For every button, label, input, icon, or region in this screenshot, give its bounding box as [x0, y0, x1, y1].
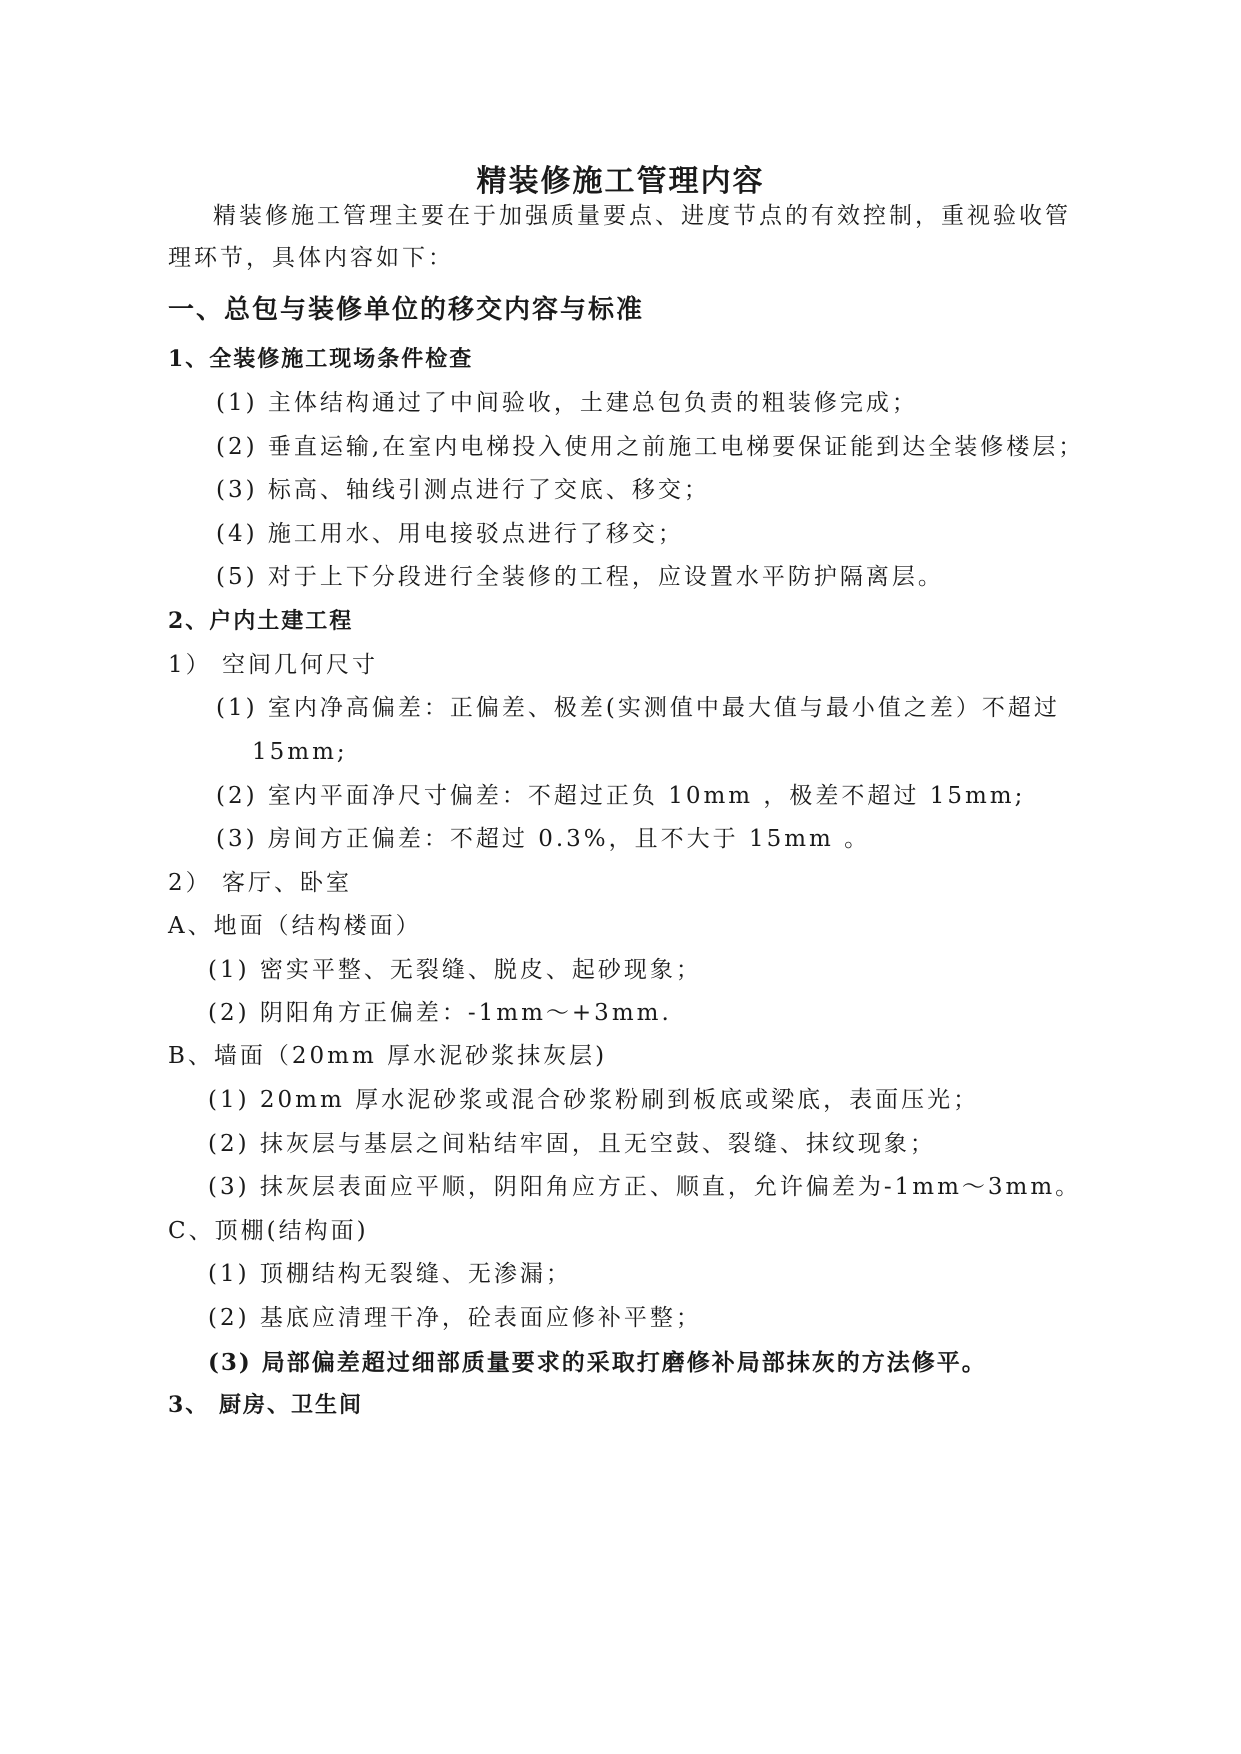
subsection-2-heading: 2、户内土建工程: [168, 608, 354, 634]
list-item: (2) 阴阳角方正偏差：-1mm～+3mm.: [208, 1000, 672, 1026]
list-item-bold: (3) 局部偏差超过细部质量要求的采取打磨修补局部抹灰的方法修平。: [208, 1349, 987, 1376]
list-item: (1) 顶棚结构无裂缝、无渗漏；: [208, 1261, 572, 1287]
intro-paragraph-line-1: 精装修施工管理主要在于加强质量要点、进度节点的有效控制，重视验收管: [213, 203, 1071, 229]
list-item: (2) 抹灰层与基层之间粘结牢固，且无空鼓、裂缝、抹纹现象；: [208, 1131, 936, 1157]
group-c-heading: C、顶棚(结构面): [168, 1218, 369, 1244]
group-b-heading: B、墙面（20mm 厚水泥砂浆抹灰层): [168, 1043, 608, 1069]
list-item: (3) 房间方正偏差：不超过 0.3%，且不大于 15mm 。: [216, 826, 871, 852]
subsection-2-part-1-heading: 1） 空间几何尺寸: [168, 652, 378, 678]
list-item: (4) 施工用水、用电接驳点进行了移交；: [216, 521, 684, 547]
list-item: (2) 室内平面净尺寸偏差：不超过正负 10mm ，极差不超过 15mm;: [216, 783, 1026, 809]
list-item: (5) 对于上下分段进行全装修的工程，应设置水平防护隔离层。: [216, 564, 944, 590]
list-item: (3) 标高、轴线引测点进行了交底、移交；: [216, 477, 710, 503]
group-a-heading: A、地面（结构楼面）: [168, 913, 422, 939]
list-item: (1) 20mm 厚水泥砂浆或混合砂浆粉刷到板底或梁底，表面压光；: [208, 1087, 980, 1113]
list-item: (1) 密实平整、无裂缝、脱皮、起砂现象；: [208, 957, 702, 983]
list-item-continuation: 15mm;: [252, 739, 348, 765]
list-item: (2) 垂直运输,在室内电梯投入使用之前施工电梯要保证能到达全装修楼层；: [216, 434, 1085, 460]
list-item: (1) 室内净高偏差：正偏差、极差(实测值中最大值与最小值之差）不超过: [216, 695, 1060, 721]
subsection-3-heading: 3、 厨房、卫生间: [168, 1392, 363, 1418]
intro-paragraph-line-2: 理环节，具体内容如下：: [168, 245, 454, 271]
document-title: 精装修施工管理内容: [476, 164, 765, 199]
subsection-1-heading: 1、全装修施工现场条件检查: [168, 346, 474, 372]
section-1-heading: 一、总包与装修单位的移交内容与标准: [168, 295, 645, 325]
list-item: (3) 抹灰层表面应平顺，阴阳角应方正、顺直，允许偏差为-1mm～3mm。: [208, 1174, 1082, 1200]
list-item: (1) 主体结构通过了中间验收，土建总包负责的粗装修完成；: [216, 390, 918, 416]
subsection-2-part-2-heading: 2） 客厅、卧室: [168, 870, 352, 896]
list-item: (2) 基底应清理干净，砼表面应修补平整；: [208, 1305, 702, 1331]
